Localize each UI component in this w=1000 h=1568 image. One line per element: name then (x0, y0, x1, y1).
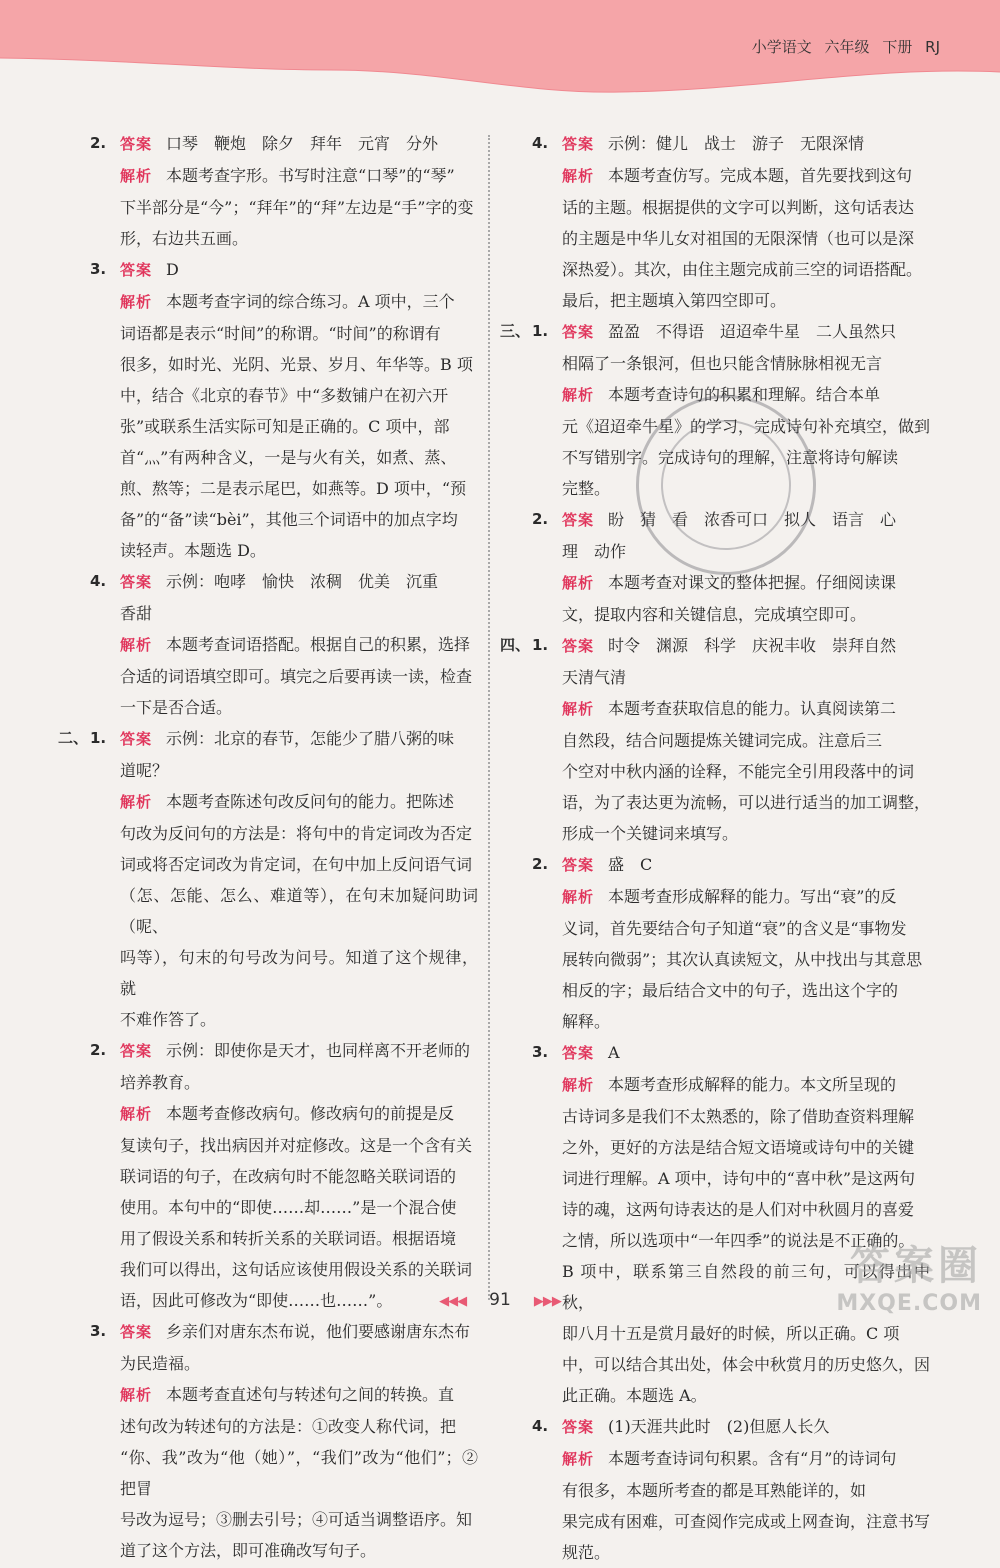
question-number: 3. (90, 1322, 107, 1340)
explanation-line: 文，提取内容和关键信息，完成填空即可。 (562, 605, 867, 624)
answer-text: 盛 C (608, 855, 653, 874)
explanation-line: 语，为了表达更为流畅，可以进行适当的加工调整， (562, 793, 931, 812)
answer-tag: 答案 (120, 730, 153, 748)
explanation-line: 词进行理解。A 项中，诗句中的“喜中秋”是这两句 (562, 1169, 916, 1188)
header-volume: 下册 (882, 38, 913, 56)
explanation-line: 的主题是中华儿女对祖国的无限深情（也可以是深 (562, 229, 915, 248)
explanation-line: 本题考查形成解释的能力。写出“衰”的反 (608, 887, 897, 906)
explanation-tag: 解析 (120, 167, 153, 185)
header-edition: RJ (925, 38, 940, 56)
explanation-line: 最后，把主题填入第四空即可。 (562, 291, 787, 310)
explanation-tag: 解析 (120, 293, 153, 311)
explanation-line: 话的主题。根据提供的文字可以判断，这句话表达 (562, 198, 915, 217)
explanation-line: 本题考查诗句的积累和理解。结合本单 (608, 385, 881, 404)
explanation-line: 不写错别字。完成诗句的理解，注意将诗句解读 (562, 448, 899, 467)
answer-tag: 答案 (120, 261, 153, 279)
watermark-title: 答案圈 (850, 1243, 982, 1289)
explanation-line: 义词，首先要结合句子知道“衰”的含义是“事物发 (562, 919, 907, 938)
explanation-line: 形成一个关键词来填写。 (562, 824, 739, 843)
explanation-line: 本题考查字词的综合练习。A 项中，三个 (166, 292, 455, 311)
section-number: 四、 (500, 636, 531, 654)
answer-block (58, 723, 478, 1035)
answer-text: A (608, 1043, 620, 1062)
answer-tag: 答案 (562, 1418, 595, 1436)
question-number: 4. (532, 134, 549, 152)
explanation-line: 本题考查获取信息的能力。认真阅读第二 (608, 699, 897, 718)
explanation-line: “你、我”改为“他（她）”，“我们”改为“他们”；②把冒 (120, 1448, 478, 1498)
explanation-line: 下半部分是“今”；“拜年”的“拜”左边是“手”字的变 (120, 198, 474, 217)
explanation-line: 煎、熬等；二是表示尾巴，如燕等。D 项中，“预 (120, 479, 467, 498)
explanation-line: 诗的魂，这两句诗表达的是人们对中秋圆月的喜爱 (562, 1200, 915, 1219)
explanation-line: 道了这个方法，即可准确改写句子。 (120, 1541, 377, 1560)
left-arrows-icon: ◀◀◀ (439, 1294, 467, 1309)
explanation-tag: 解析 (120, 793, 153, 811)
explanation-line: 句改为反问句的方法是：将句中的肯定词改为否定 (120, 824, 473, 843)
question-number: 1. (90, 729, 107, 747)
answer-text: 示例：即使你是天才，也同样离不开老师的 (166, 1041, 471, 1060)
answer-text: 盈盈 不得语 迢迢牵牛星 二人虽然只 (608, 322, 897, 341)
explanation-line: 备”的“备”读“bèi”，其他三个词语中的加点字均 (120, 510, 458, 529)
answer-text: 口琴 鞭炮 除夕 拜年 元宵 分外 (166, 134, 439, 153)
answer-text: 示例：咆哮 愉快 浓稠 优美 沉重 (166, 572, 439, 591)
explanation-line: 号改为逗号；③删去引号；④可适当调整语序。知 (120, 1510, 473, 1529)
explanation-tag: 解析 (562, 386, 595, 404)
answer-block (68, 128, 478, 254)
explanation-tag: 解析 (562, 1450, 595, 1468)
answer-text: 为民造福。 (120, 1354, 201, 1373)
explanation-line: 复读句子，找出病因并对症修改。这是一个含有关 (120, 1136, 473, 1155)
explanation-tag: 解析 (562, 888, 595, 906)
question-number: 1. (532, 322, 549, 340)
explanation-line: 语，因此可修改为“即使……也……”。 (120, 1291, 393, 1310)
explanation-tag: 解析 (120, 1105, 153, 1123)
answer-text: 香甜 (120, 604, 153, 623)
explanation-line: 词或将否定词改为肯定词，在句中加上反问语气词 (120, 855, 473, 874)
column-divider (488, 135, 490, 1300)
answer-block (68, 566, 478, 723)
right-arrows-icon: ▶▶▶ (533, 1294, 561, 1309)
answer-tag: 答案 (120, 1323, 153, 1341)
question-number: 3. (532, 1043, 549, 1061)
answer-text: 相隔了一条银河，但也只能含情脉脉相视无言 (562, 354, 883, 373)
header-subject: 小学语文 (751, 38, 812, 56)
question-number: 4. (532, 1417, 549, 1435)
question-number: 3. (90, 260, 107, 278)
header-info (752, 36, 940, 57)
explanation-line: 使用。本句中的“即使……却……”是一个混合使 (120, 1198, 457, 1217)
answer-tag: 答案 (562, 323, 595, 341)
answer-tag: 答案 (562, 135, 595, 153)
explanation-line: 有很多，本题所考查的都是耳熟能详的，如 (562, 1481, 867, 1500)
explanation-line: 合适的词语填空即可。填完之后要再读一读，检查 (120, 667, 473, 686)
explanation-line: 本题考查词语搭配。根据自己的积累，选择 (166, 635, 471, 654)
explanation-line: 解释。 (562, 1012, 611, 1031)
section-number: 三、 (500, 322, 531, 340)
explanation-line: 形，右边共五画。 (120, 229, 249, 248)
explanation-line: 述句改为转述句的方法是：①改变人称代词，把 (120, 1417, 457, 1436)
explanation-line: 相反的字；最后结合文中的句子，选出这个字的 (562, 981, 899, 1000)
explanation-line: 吗等），句末的句号改为问号。知道了这个规律，就 (120, 948, 478, 998)
explanation-line: 个空对中秋内涵的诠释，不能完全引用段落中的词 (562, 762, 915, 781)
answer-block (510, 1411, 930, 1568)
explanation-line: B 项中，联系第三自然段的前三句，可以得出中秋， (562, 1262, 930, 1312)
question-number: 2. (90, 1041, 107, 1059)
explanation-tag: 解析 (562, 1076, 595, 1094)
explanation-line: 本题考查陈述句改反问句的能力。把陈述 (166, 792, 455, 811)
explanation-line: 张”或联系生活实际可知是正确的。C 项中，部 (120, 417, 450, 436)
explanation-line: 用了假设关系和转折关系的关联词语。根据语境 (120, 1229, 457, 1248)
explanation-line: 此正确。本题选 A。 (562, 1386, 707, 1405)
explanation-line: 首“灬”有两种含义，一是与火有关，如煮、蒸、 (120, 448, 457, 467)
answer-block (510, 128, 930, 316)
question-number: 2. (532, 510, 549, 528)
explanation-line: 古诗词多是我们不太熟悉的，除了借助查资料理解 (562, 1107, 915, 1126)
answer-text: 时令 渊源 科学 庆祝丰收 崇拜自然 (608, 636, 897, 655)
watermark-url: MXQE.COM (836, 1291, 982, 1316)
explanation-line: 中，结合《北京的春节》中“多数铺户在初六开 (120, 386, 449, 405)
explanation-line: 本题考查直述句与转述句之间的转换。直 (166, 1385, 455, 1404)
explanation-line: 本题考查诗词句积累。含有“月”的诗词句 (608, 1449, 897, 1468)
answer-text: 天清气清 (562, 668, 627, 687)
question-number: 2. (90, 134, 107, 152)
stamp-inner-ring (640, 399, 813, 572)
question-number: 4. (90, 572, 107, 590)
answer-text: 理 动作 (562, 542, 627, 561)
answer-tag: 答案 (120, 135, 153, 153)
explanation-line: （怎、怎能、怎么、难道等），在句末加疑问助词（呢、 (120, 886, 478, 936)
answer-block (500, 630, 931, 849)
answer-text: (1)天涯共此时 (2)但愿人长久 (608, 1417, 830, 1436)
answer-tag: 答案 (120, 1042, 153, 1060)
explanation-line: 自然段，结合问题提炼关键词完成。注意后三 (562, 731, 883, 750)
explanation-tag: 解析 (562, 700, 595, 718)
answer-tag: 答案 (562, 856, 595, 874)
explanation-line: 一下是否合适。 (120, 698, 233, 717)
page-number: 91 (489, 1290, 511, 1310)
answer-text: 培养教育。 (120, 1073, 201, 1092)
explanation-tag: 解析 (562, 167, 595, 185)
explanation-line: 我们可以得出，这句话应该使用假设关系的关联词 (120, 1260, 473, 1279)
explanation-line: 读轻声。本题选 D。 (120, 541, 266, 560)
explanation-line: 本题考查字形。书写时注意“口琴”的“琴” (166, 166, 455, 185)
explanation-line: 即八月十五是赏月最好的时候，所以正确。C 项 (562, 1324, 900, 1343)
answer-block (510, 849, 930, 1037)
answer-tag: 答案 (562, 637, 595, 655)
left-column (58, 128, 478, 1566)
explanation-line: 完整。 (562, 479, 611, 498)
explanation-line: 之外，更好的方法是结合短文语境或诗句中的关键 (562, 1138, 915, 1157)
corner-watermark (836, 1234, 982, 1316)
section-number: 二、 (58, 729, 89, 747)
explanation-line: 不难作答了。 (120, 1010, 217, 1029)
answer-tag: 答案 (562, 511, 595, 529)
answer-tag: 答案 (120, 573, 153, 591)
explanation-line: 联词语的句子，在改病句时不能忽略关联词语的 (120, 1167, 457, 1186)
explanation-line: 很多，如时光、光阴、光景、岁月、年华等。B 项 (120, 355, 473, 374)
explanation-line: 果完成有困难，可查阅作完成或上网查询，注意书写 (562, 1512, 931, 1531)
answer-tag: 答案 (562, 1044, 595, 1062)
question-number: 2. (532, 855, 549, 873)
explanation-line: 词语都是表示“时间”的称谓。“时间”的称谓有 (120, 324, 441, 343)
answer-text: D (166, 260, 179, 279)
explanation-line: 本题考查修改病句。修改病句的前提是反 (166, 1104, 455, 1123)
explanation-line: 之情，所以选项中“一年四季”的说法是不正确的。 (562, 1231, 915, 1250)
explanation-line: 本题考查形成解释的能力。本文所呈现的 (608, 1075, 897, 1094)
explanation-tag: 解析 (562, 574, 595, 592)
explanation-line: 本题考查对课文的整体把握。仔细阅读课 (608, 573, 897, 592)
answer-text: 道呢？ (120, 761, 169, 780)
question-number: 1. (532, 636, 549, 654)
explanation-line: 深热爱）。其次，由住主题完成前三空的词语搭配。 (562, 260, 923, 279)
answer-text: 示例：北京的春节，怎能少了腊八粥的味 (166, 729, 455, 748)
answer-block (68, 1316, 478, 1566)
answer-block (68, 254, 478, 566)
answer-text: 示例：健儿 战士 游子 无限深情 (608, 134, 865, 153)
answer-text: 乡亲们对唐东杰布说，他们要感谢唐东杰布 (166, 1322, 471, 1341)
explanation-line: 本题考查仿写。完成本题，首先要找到这句 (608, 166, 913, 185)
explanation-line: 规范。 (562, 1543, 611, 1562)
answer-text: 盼 猜 看 浓香可口 拟人 语言 心 (608, 510, 897, 529)
answer-block (510, 1037, 930, 1411)
header-grade: 六年级 (824, 38, 870, 56)
explanation-tag: 解析 (120, 1386, 153, 1404)
explanation-tag: 解析 (120, 636, 153, 654)
answer-block (68, 1035, 478, 1316)
explanation-line: 中，可以结合其出处，体会中秋赏月的历史悠久，因 (562, 1355, 931, 1374)
explanation-line: 展转向微弱”；其次认真读短文，从中找出与其意思 (562, 950, 923, 969)
explanation-line: 元《迢迢牵牛星》的学习，完成诗句补充填空，做到 (562, 417, 931, 436)
